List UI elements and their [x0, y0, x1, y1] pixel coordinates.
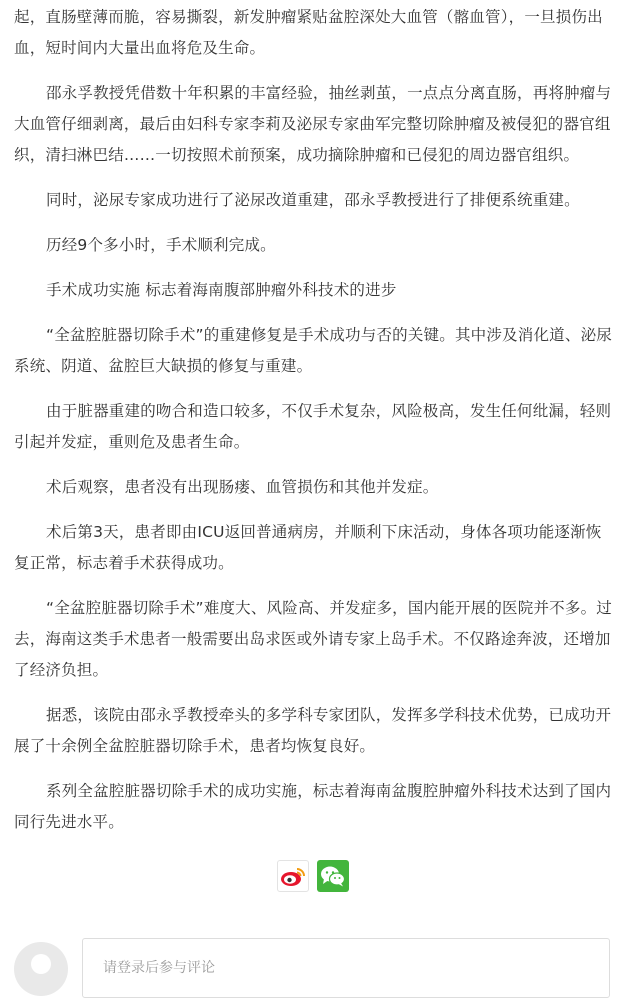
- article-body: [14, 2, 614, 852]
- share-bar: [0, 860, 625, 892]
- comment-input[interactable]: 请登录后参与评论: [82, 938, 610, 998]
- wechat-icon: [320, 865, 346, 887]
- article-paragraph: 系列全盆腔脏器切除手术的成功实施，标志着海南盆腹腔肿瘤外科技术达到了国内同行先进水平。: [14, 782, 612, 831]
- article-subheading: 手术成功实施 标志着海南腹部肿瘤外科技术的进步: [46, 281, 397, 299]
- comment-area: [14, 938, 612, 978]
- article-paragraph: 术后第3天，患者即由ICU返回普通病房，并顺利下床活动，身体各项功能逐渐恢复正常，标志着手术获得成功。: [14, 523, 602, 572]
- article-paragraph: 据悉，该院由邵永孚教授牵头的多学科专家团队，发挥多学科技术优势，已成功开展了十余例全盆腔脏器切除手术，患者均恢复良好。: [14, 706, 612, 755]
- article-paragraph: 同时，泌尿专家成功进行了泌尿改道重建，邵永孚教授进行了排便系统重建。: [46, 191, 580, 209]
- weibo-icon: [280, 865, 306, 887]
- user-avatar-icon: [14, 942, 68, 996]
- share-wechat-button[interactable]: [317, 860, 349, 892]
- share-weibo-button[interactable]: [277, 860, 309, 892]
- article-paragraph: “全盆腔脏器切除手术”的重建修复是手术成功与否的关键。其中涉及消化道、泌尿系统、阴道、盆腔巨大缺损的修复与重建。: [14, 326, 612, 375]
- article-paragraph: 历经9个多小时，手术顺利完成。: [46, 236, 276, 254]
- article-paragraph: 由于脏器重建的吻合和造口较多，不仅手术复杂，风险极高，发生任何纰漏，轻则引起并发症，重则危及患者生命。: [14, 402, 612, 451]
- article-paragraph: 起，直肠壁薄而脆，容易撕裂，新发肿瘤紧贴盆腔深处大血管（髂血管），一旦损伤出血，短时间内大量出血将危及生命。: [14, 8, 603, 57]
- article-paragraph: 术后观察，患者没有出现肠瘘、血管损伤和其他并发症。: [46, 478, 439, 496]
- article-paragraph: “全盆腔脏器切除手术”难度大、风险高、并发症多，国内能开展的医院并不多。过去，海南这类手术患者一般需要出岛求医或外请专家上岛手术。不仅路途奔波，还增加了经济负担。: [14, 599, 612, 679]
- article-paragraph: 邵永孚教授凭借数十年积累的丰富经验，抽丝剥茧，一点点分离直肠，再将肿瘤与大血管仔细剥离，最后由妇科专家李莉及泌尿专家曲军完整切除肿瘤及被侵犯的器官组织，清扫淋巴结……一切按照术前预案，成功摘除肿瘤和已侵犯的周边器官组织。: [14, 84, 612, 164]
